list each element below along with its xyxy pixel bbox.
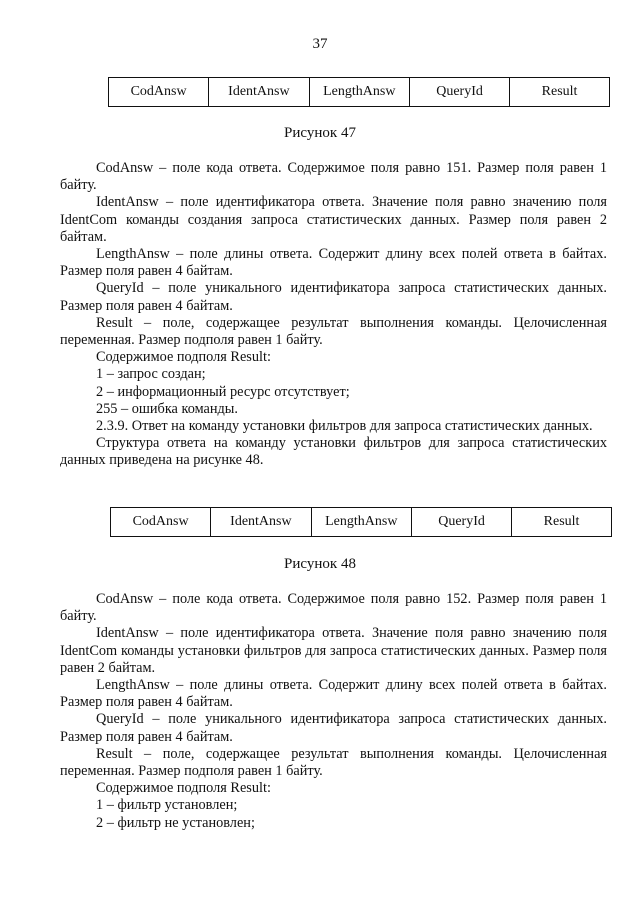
list-item: 2 – фильтр не установлен;	[96, 814, 255, 831]
figure-48-caption: Рисунок 48	[284, 556, 356, 572]
list-item: 1 – фильтр установлен;	[96, 797, 238, 814]
figure-47-description	[60, 160, 607, 470]
field-cell-lengthansw: LengthAnsw	[309, 78, 410, 107]
field-cell-queryid: QueryId	[410, 78, 510, 107]
paragraph: LengthAnsw – поле длины ответа. Содержит длину всех полей ответа в байтах. Размер поля равен 4 байтам.	[60, 246, 607, 280]
list-item: 2 – информационный ресурс отсутствует;	[96, 383, 350, 400]
table-row	[111, 508, 612, 537]
figure-48-description	[60, 591, 607, 832]
paragraph: Result – поле, содержащее результат выполнения команды. Целочисленная переменная. Размер подполя равен 1 байту.	[60, 745, 607, 780]
paragraph: IdentAnsw – поле идентификатора ответа. Значение поля равно значению поля IdentCom команды установки фильтров для запроса статистических данных. Размер поля равен 2 байтам.	[60, 625, 607, 676]
paragraph: LengthAnsw – поле длины ответа. Содержит длину всех полей ответа в байтах. Размер поля равен 4 байтам.	[60, 677, 607, 711]
paragraph: Структура ответа на команду установки фильтров для запроса статистических данных приведена на рисунке 48.	[60, 435, 607, 469]
paragraph: QueryId – поле уникального идентификатора запроса статистических данных. Размер поля равен 4 байтам.	[60, 280, 607, 314]
field-cell-codansw: CodAnsw	[111, 508, 211, 537]
field-cell-identansw: IdentAnsw	[209, 78, 309, 107]
list-item: 1 – запрос создан;	[96, 366, 206, 383]
figure-47-caption: Рисунок 47	[284, 125, 356, 141]
paragraph: Содержимое подполя Result:	[96, 780, 271, 797]
paragraph: CodAnsw – поле кода ответа. Содержимое поля равно 151. Размер поля равен 1 байту.	[60, 160, 607, 194]
figure-47-structure-table	[108, 77, 610, 107]
paragraph: IdentAnsw – поле идентификатора ответа. Значение поля равно значению поля IdentCom команды создания запроса статистических данных. Размер поля равен 2 байтам.	[60, 194, 607, 245]
paragraph: CodAnsw – поле кода ответа. Содержимое поля равно 152. Размер поля равен 1 байту.	[60, 591, 607, 625]
figure-48-structure-table	[110, 507, 612, 537]
list-item: 255 – ошибка команды.	[96, 400, 238, 417]
paragraph: QueryId – поле уникального идентификатора запроса статистических данных. Размер поля равен 4 байтам.	[60, 711, 607, 745]
field-cell-lengthansw: LengthAnsw	[311, 508, 412, 537]
field-cell-identansw: IdentAnsw	[211, 508, 311, 537]
field-cell-result: Result	[510, 78, 610, 107]
section-heading: 2.3.9. Ответ на команду установки фильтров для запроса статистических данных.	[96, 418, 593, 435]
field-cell-queryid: QueryId	[412, 508, 512, 537]
paragraph: Содержимое подполя Result:	[96, 349, 271, 366]
field-cell-result: Result	[512, 508, 612, 537]
page-number: 37	[312, 36, 328, 52]
table-row	[109, 78, 610, 107]
paragraph: Result – поле, содержащее результат выполнения команды. Целочисленная переменная. Размер подполя равен 1 байту.	[60, 314, 607, 349]
field-cell-codansw: CodAnsw	[109, 78, 209, 107]
